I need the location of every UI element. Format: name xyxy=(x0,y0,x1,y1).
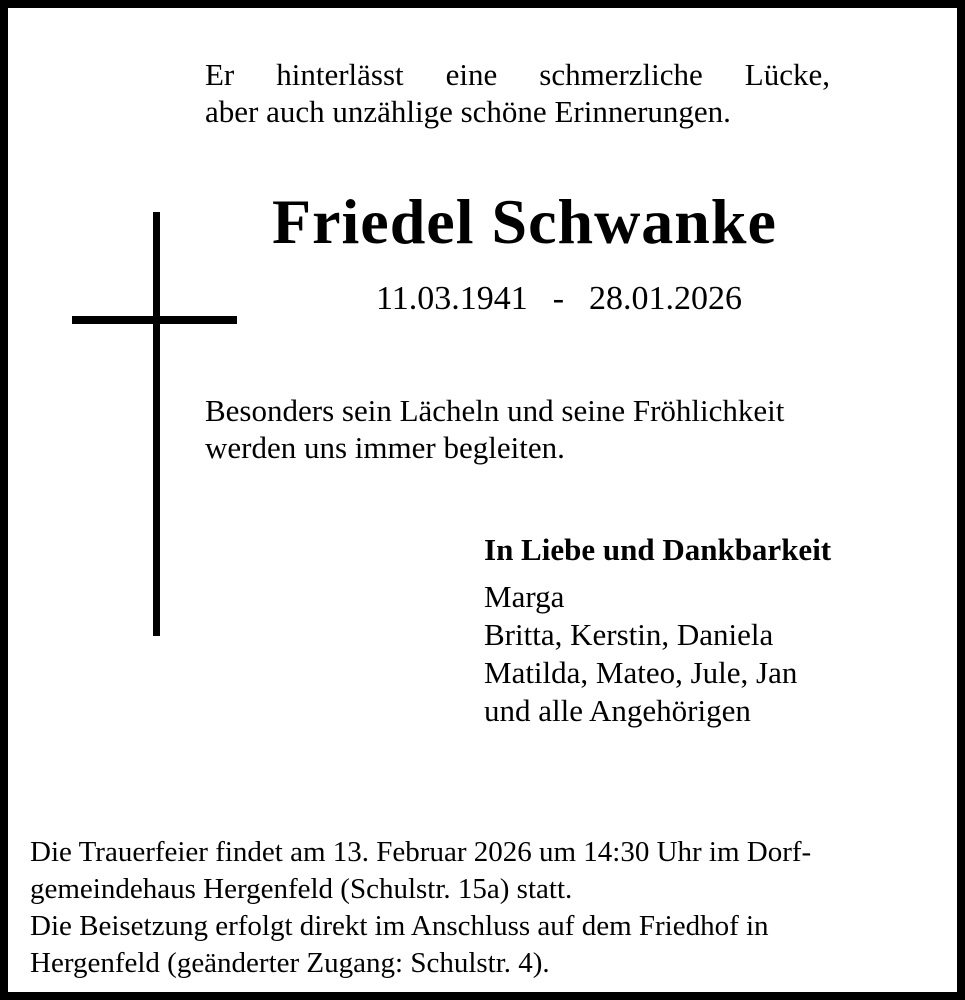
cross-vertical-bar xyxy=(153,212,160,636)
quote-text xyxy=(205,392,784,466)
quote-line: werden uns immer begleiten. xyxy=(205,430,565,465)
life-dates: 11.03.1941 - 28.01.2026 xyxy=(376,280,743,317)
deceased-name: Friedel Schwanke xyxy=(272,186,777,257)
cross-horizontal-bar xyxy=(72,316,237,324)
intro-line: Er hinterlässt eine schmerzliche Lücke, xyxy=(205,57,830,92)
service-line: Hergenfeld (geänderter Zugang: Schulstr. 4). xyxy=(30,947,550,979)
service-info xyxy=(30,834,811,982)
mourner-line: Marga xyxy=(484,579,565,614)
mourner-line: Britta, Kerstin, Daniela xyxy=(484,617,774,652)
mourner-line: und alle Angehörigen xyxy=(484,693,751,728)
quote-line: Besonders sein Lächeln und seine Fröhlichkeit xyxy=(205,393,785,428)
intro-line: aber auch unzählige schöne Erinnerungen. xyxy=(205,94,731,129)
service-line: gemeindehaus Hergenfeld (Schulstr. 15a) statt. xyxy=(30,873,573,905)
mourner-line: Matilda, Mateo, Jule, Jan xyxy=(484,655,798,690)
mourners-heading: In Liebe und Dankbarkeit xyxy=(484,532,832,567)
service-line: Die Trauerfeier findet am 13. Februar 2026 um 14:30 Uhr im Dorf- xyxy=(30,836,812,868)
intro-text xyxy=(205,56,830,130)
mourners-list xyxy=(484,578,797,730)
service-line: Die Beisetzung erfolgt direkt im Anschluss auf dem Friedhof in xyxy=(30,910,769,942)
